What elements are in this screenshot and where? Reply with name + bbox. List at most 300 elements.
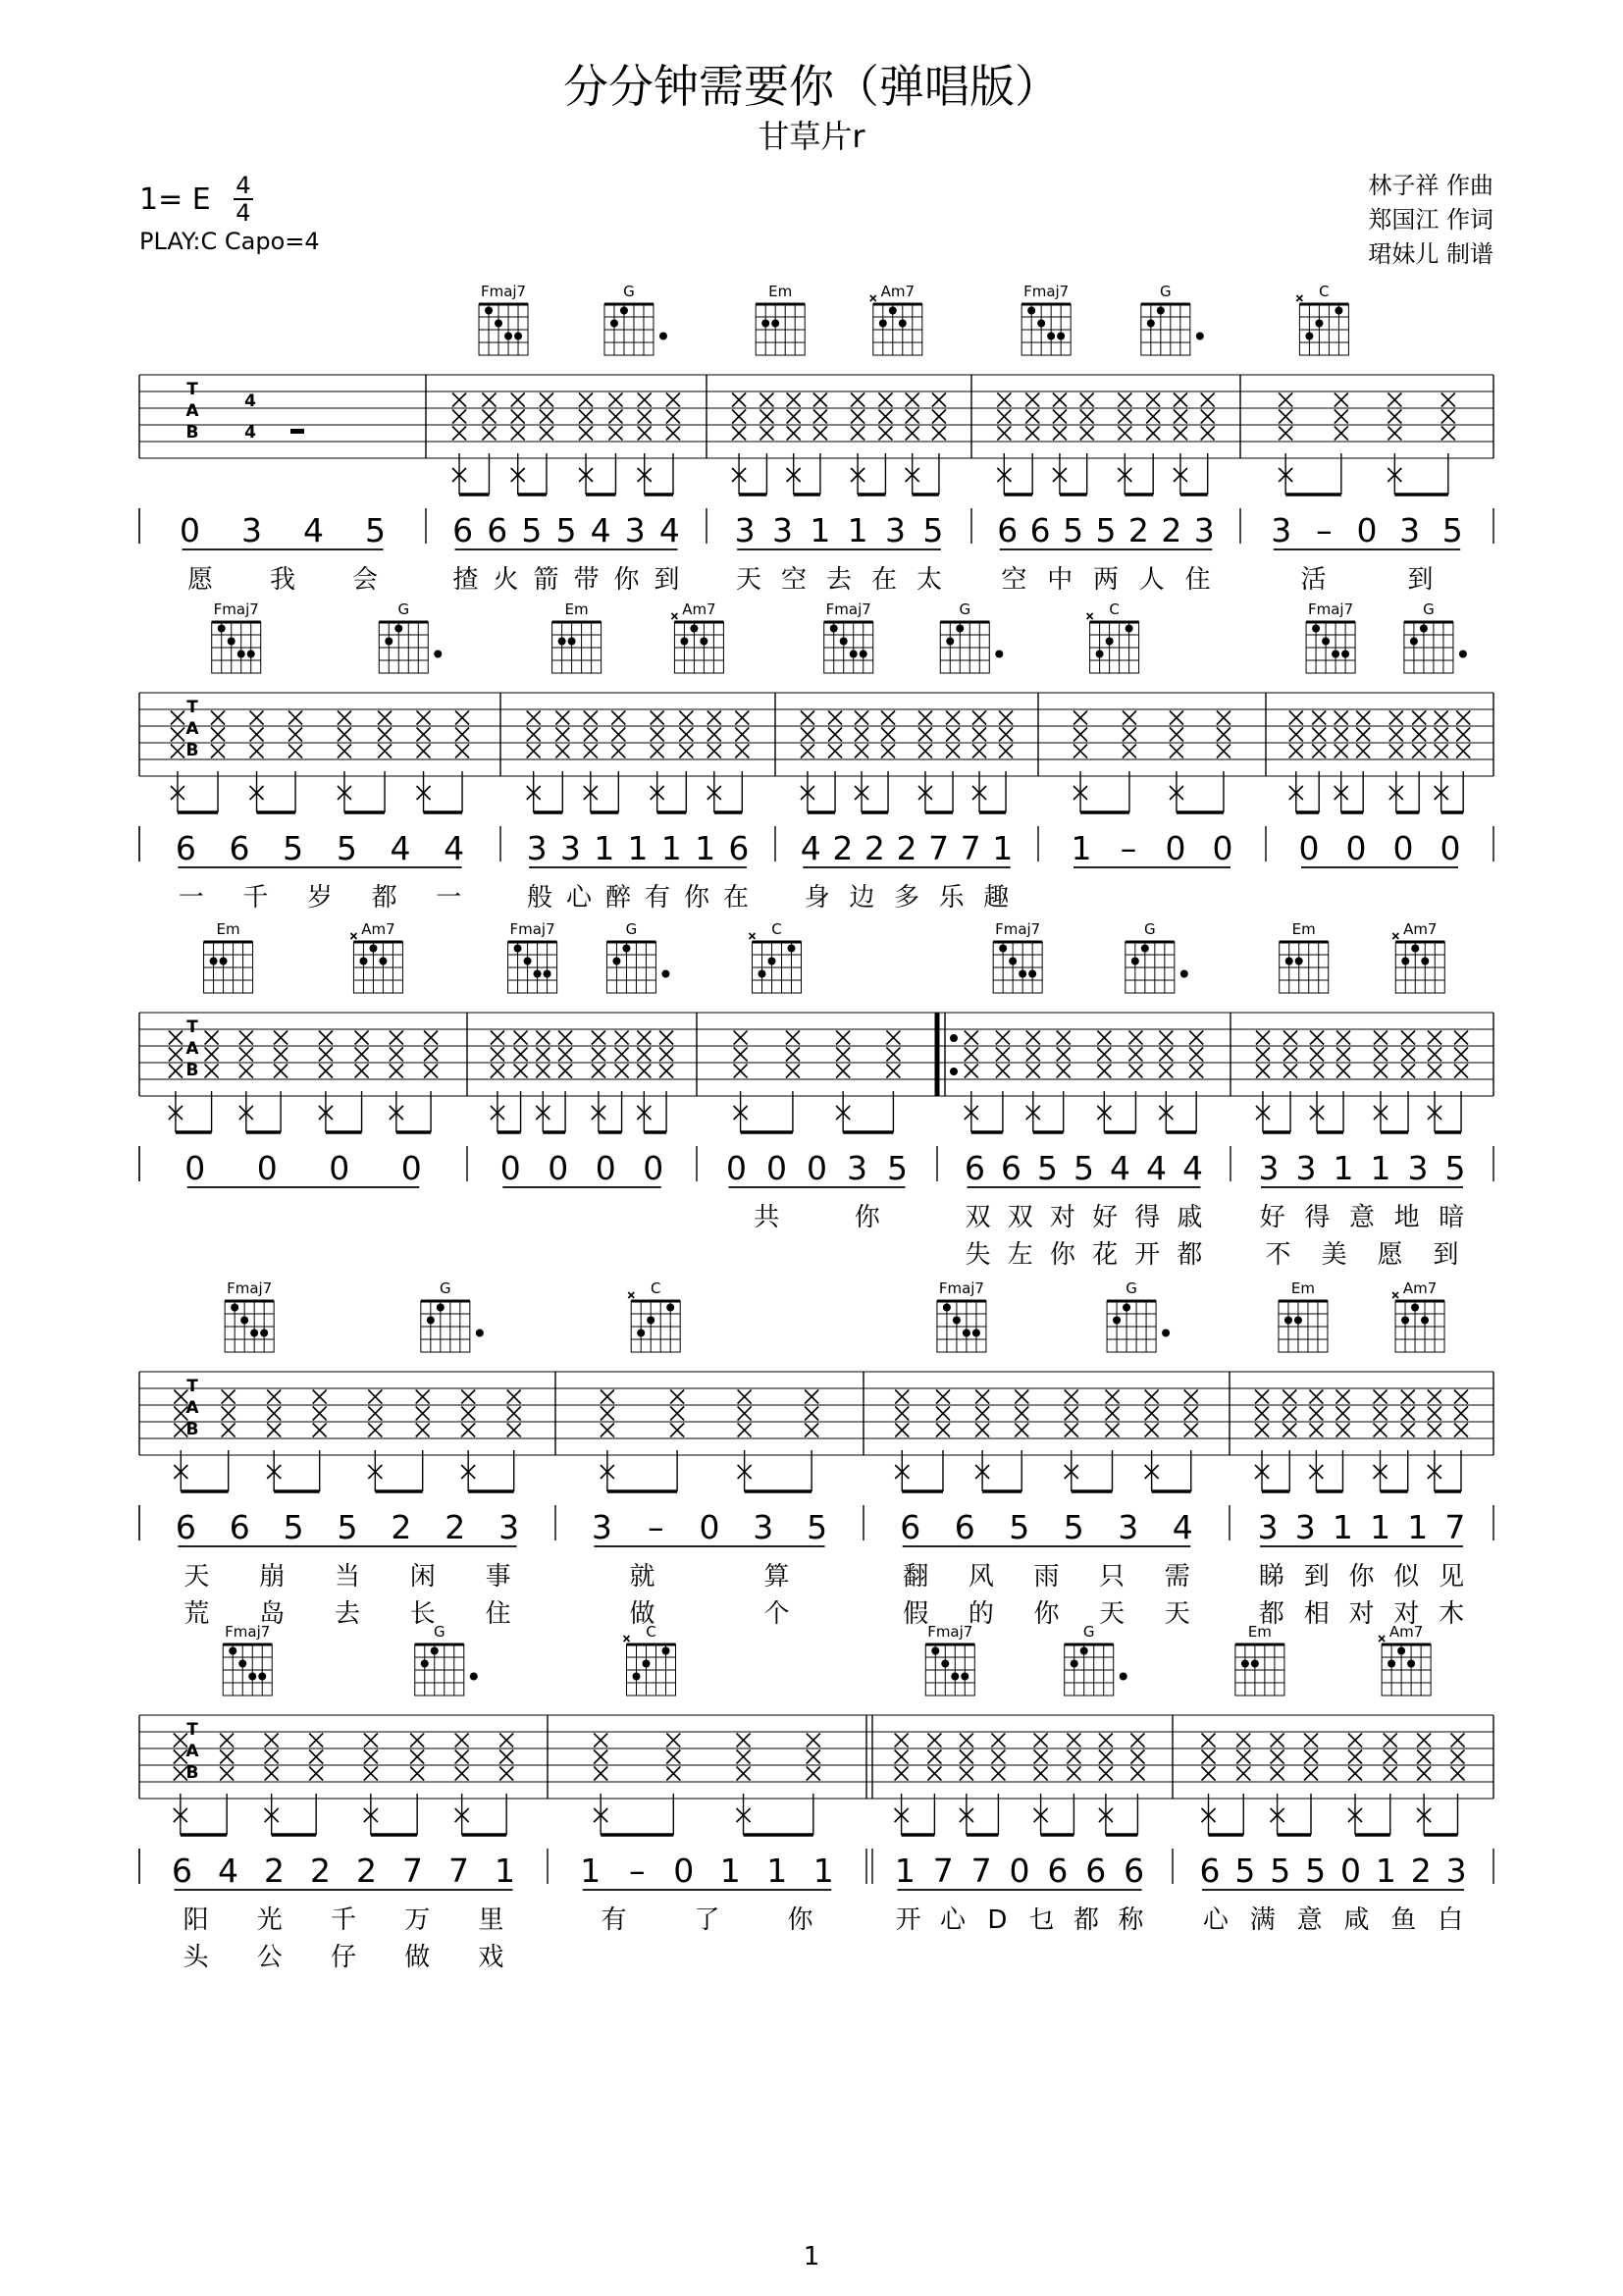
lyric-char-verse2: 长: [409, 1599, 436, 1629]
strum-x: [1159, 1031, 1173, 1045]
strum-x: [855, 711, 868, 725]
strum-x: [786, 1065, 800, 1078]
strum-x: [1441, 393, 1455, 407]
strum-x: [906, 410, 919, 424]
lyric-char: 算: [763, 1562, 790, 1592]
strum-x: [972, 711, 986, 725]
chord-diagram-g: [1107, 1279, 1170, 1352]
strum-x: [1073, 711, 1087, 725]
strum-x: [1170, 728, 1183, 742]
jianpu-note: 3: [1295, 1149, 1317, 1187]
finger-dot: [1123, 1304, 1130, 1312]
strum-x: [1304, 1734, 1318, 1748]
strum-x: [851, 427, 864, 441]
strum-x: [679, 711, 693, 725]
bar-3-3: [726, 920, 908, 1232]
strum-x: [536, 1065, 550, 1078]
strum-x: [886, 1065, 900, 1078]
lyric-char: 见: [1439, 1562, 1465, 1592]
bar-5-1: [172, 1623, 515, 1972]
strum-x: [1099, 1750, 1113, 1764]
jianpu-note: 0: [673, 1852, 695, 1890]
strum-x: [1374, 1065, 1387, 1078]
jianpu-note: 3: [1407, 1149, 1429, 1187]
jianpu-note: 3: [885, 511, 906, 549]
strum-x: [1073, 728, 1087, 742]
tab-clef-letter: A: [185, 1398, 199, 1418]
strum-x: [836, 1048, 850, 1062]
strum-x: [666, 427, 680, 441]
strum-x: [1184, 1407, 1198, 1421]
muted-string: [350, 933, 356, 939]
strum-x: [171, 711, 184, 725]
strum-x: [514, 1048, 528, 1062]
strum-x: [594, 1767, 607, 1781]
strum-x: [1312, 745, 1326, 758]
strum-x: [169, 1065, 183, 1078]
finger-dot: [379, 958, 387, 965]
page-number: 1: [803, 2242, 820, 2271]
lyric-char-verse2: 住: [485, 1599, 511, 1629]
strum-x: [424, 1048, 438, 1062]
lyric-char: 满: [1249, 1905, 1276, 1935]
strum-x: [996, 1031, 1010, 1045]
strum-x: [1335, 1407, 1349, 1421]
strum-x: [975, 1390, 989, 1404]
strum-x: [171, 745, 184, 758]
jianpu-note: 0: [329, 1149, 350, 1187]
jianpu-note: 5: [1305, 1852, 1327, 1890]
chord-name: Fmaj7: [1308, 600, 1354, 618]
chord-diagram-g: [1141, 283, 1204, 355]
jianpu-note: 5: [1441, 511, 1463, 549]
strum-x: [1130, 1767, 1144, 1781]
jianpu-note: 3: [772, 511, 793, 549]
strum-x: [651, 711, 664, 725]
strum-x: [997, 427, 1011, 441]
finger-dot: [210, 958, 218, 965]
strum-x: [1271, 1734, 1284, 1748]
strum-x: [1279, 393, 1292, 407]
strum-x: [611, 745, 625, 758]
finger-dot: [437, 1304, 445, 1312]
strum-x: [1336, 1065, 1350, 1078]
strum-x: [1146, 393, 1160, 407]
jianpu-note: 6: [728, 829, 750, 867]
strum-x: [1255, 1424, 1269, 1437]
jianpu-note: 6: [487, 511, 508, 549]
strum-x: [1073, 745, 1087, 758]
strum-x: [851, 410, 864, 424]
finger-dot: [1332, 651, 1339, 658]
lyric-char-verse2: 仔: [330, 1943, 357, 1972]
tab-clef-letter: A: [185, 1039, 199, 1059]
jianpu-note: 6: [229, 829, 250, 867]
lyric-char-verse2: 假: [903, 1599, 929, 1629]
strum-x: [1387, 410, 1401, 424]
finger-dot: [1180, 970, 1188, 978]
chord-diagram-g: [1404, 600, 1467, 673]
strum-x: [499, 1750, 513, 1764]
strum-x: [390, 1031, 403, 1045]
strum-x: [1170, 711, 1183, 725]
strum-x: [511, 393, 525, 407]
strum-x: [659, 1031, 673, 1045]
strum-x: [1184, 1390, 1198, 1404]
strum-x: [991, 1734, 1005, 1748]
bar-4-2: [592, 1279, 827, 1629]
strum-x: [368, 1390, 382, 1404]
strum-x: [932, 410, 946, 424]
strum-x: [1310, 1048, 1324, 1062]
strum-x: [507, 1424, 521, 1437]
strum-x: [707, 711, 721, 725]
strum-x: [946, 745, 960, 758]
finger-dot: [1401, 1317, 1409, 1325]
lyric-char: 岁: [306, 883, 334, 913]
strum-x: [410, 1750, 424, 1764]
strum-x: [828, 745, 842, 758]
jianpu-note: 2: [264, 1852, 285, 1890]
finger-dot: [643, 1660, 651, 1668]
strum-x: [787, 410, 801, 424]
finger-dot: [394, 625, 402, 633]
strum-x: [1356, 745, 1370, 758]
strum-x: [1034, 1767, 1048, 1781]
finger-dot: [1410, 638, 1418, 646]
jianpu-note: 0: [595, 1149, 616, 1187]
strum-x: [1145, 1390, 1159, 1404]
jianpu-note: 4: [1146, 1149, 1167, 1187]
strum-x: [787, 393, 801, 407]
finger-dot: [759, 970, 766, 978]
lyric-char: 在: [722, 883, 750, 913]
finger-dot: [558, 638, 566, 646]
strum-x: [1283, 1407, 1296, 1421]
strum-x: [637, 1065, 651, 1078]
strum-x: [1428, 1031, 1441, 1045]
time-sig-bottom: 4: [236, 199, 251, 227]
finger-dot: [1141, 945, 1149, 953]
lyric-char: 咸: [1343, 1905, 1370, 1935]
lyric-char: 光: [256, 1905, 283, 1935]
strum-x: [927, 1767, 941, 1781]
strum-x: [1428, 1048, 1441, 1062]
chord-name: C: [646, 1623, 656, 1641]
repeat-dot: [950, 1068, 958, 1075]
strum-x: [608, 393, 622, 407]
strum-x: [250, 728, 264, 742]
finger-dot: [931, 1647, 939, 1655]
strum-x: [1015, 1390, 1028, 1404]
strum-x: [1256, 1065, 1270, 1078]
strum-x: [851, 393, 864, 407]
jianpu-note: 3: [1258, 1149, 1280, 1187]
finger-dot: [1196, 333, 1204, 340]
finger-dot: [240, 1317, 248, 1325]
jianpu-note: 5: [1073, 1149, 1094, 1187]
repeat-dot: [950, 1034, 958, 1042]
strum-x: [424, 1065, 438, 1078]
strum-x: [1025, 393, 1039, 407]
strum-x: [886, 1048, 900, 1062]
strum-x: [1335, 711, 1348, 725]
strum-x: [918, 728, 932, 742]
lyric-char-verse2: 木: [1439, 1599, 1465, 1629]
strum-x: [1309, 1390, 1323, 1404]
strum-x: [1335, 410, 1348, 424]
strum-x: [1348, 1767, 1362, 1781]
strum-x: [1123, 711, 1136, 725]
jianpu-note: 1: [719, 1852, 741, 1890]
strum-x: [222, 1424, 236, 1437]
strum-x: [737, 1734, 751, 1748]
lyric-char: 暗: [1439, 1203, 1465, 1232]
jianpu-note: 5: [922, 511, 944, 549]
jianpu-note: –: [629, 1852, 646, 1890]
strum-x: [417, 745, 431, 758]
lyric-char: 开: [895, 1905, 921, 1935]
strum-x: [1335, 1424, 1349, 1437]
lyric-char-verse2: 的: [968, 1599, 994, 1629]
strum-x: [558, 1065, 572, 1078]
jianpu-note: 1: [495, 1852, 515, 1890]
strum-x: [1384, 1750, 1397, 1764]
strum-x: [1105, 1390, 1119, 1404]
finger-dot: [1322, 638, 1330, 646]
strum-x: [1189, 1031, 1203, 1045]
strum-x: [579, 427, 593, 441]
strum-x: [637, 1031, 651, 1045]
strum-x: [1289, 745, 1303, 758]
strum-x: [881, 728, 895, 742]
strum-x: [368, 1407, 382, 1421]
strum-x: [1099, 1767, 1113, 1781]
finger-dot: [1251, 1660, 1259, 1668]
strum-x: [1336, 1031, 1350, 1045]
strum-x: [735, 745, 749, 758]
strum-x: [455, 1734, 469, 1748]
finger-dot: [1157, 307, 1165, 315]
jianpu-note: 5: [365, 511, 386, 549]
strum-x: [936, 1407, 950, 1421]
jianpu-note: 6: [1047, 1852, 1069, 1890]
jianpu-note: 4: [1182, 1149, 1203, 1187]
strum-x: [1401, 1048, 1415, 1062]
bar-1-1: [180, 511, 386, 595]
strum-x: [1312, 711, 1326, 725]
first-time-sig-top: 4: [244, 391, 256, 411]
strum-x: [1097, 1065, 1111, 1078]
strum-x: [222, 1390, 236, 1404]
strum-x: [1145, 1407, 1159, 1421]
jianpu-note: 3: [526, 829, 548, 867]
jianpu-note: 0: [256, 1149, 278, 1187]
strum-x: [965, 1031, 978, 1045]
jianpu-note: 0: [499, 1149, 521, 1187]
strum-x: [1271, 1767, 1284, 1781]
jianpu-note: 6: [1001, 1149, 1021, 1187]
chord-diagram-c: [1296, 283, 1348, 355]
strum-x: [999, 728, 1013, 742]
jianpu-note: 1: [695, 829, 716, 867]
muted-string: [1392, 933, 1398, 939]
bar-2-2: [527, 600, 750, 913]
strum-x: [169, 1048, 183, 1062]
play-capo-info: PLAY:C Capo=4: [139, 228, 320, 255]
lyric-char: 到: [1407, 565, 1434, 595]
finger-dot: [1047, 333, 1055, 340]
bar-1-3: [732, 283, 946, 595]
lyric-char: 人: [1138, 565, 1165, 595]
lyric-char-verse2: 失: [965, 1240, 991, 1270]
chord-diagram-g: [1065, 1623, 1127, 1696]
chord-name: Am7: [361, 920, 395, 938]
strum-x: [1202, 1750, 1216, 1764]
strum-x: [1025, 410, 1039, 424]
strum-x: [828, 711, 842, 725]
strum-x: [1201, 410, 1215, 424]
jianpu-note: 5: [1270, 1852, 1291, 1890]
finger-dot: [476, 1330, 484, 1337]
strum-x: [1067, 1767, 1080, 1781]
strum-x: [536, 1048, 550, 1062]
strum-x: [267, 1390, 281, 1404]
strum-x: [1189, 1065, 1203, 1078]
lyric-char: 乜: [1028, 1905, 1055, 1935]
lyric-char: 到: [654, 565, 680, 595]
strum-x: [1057, 1031, 1071, 1045]
jianpu-note: 6: [229, 1508, 250, 1546]
finger-dot: [946, 638, 954, 646]
lyric-char: 心: [565, 883, 593, 913]
chord-diagram-fmaj7: [212, 600, 261, 673]
chord-diagram-em: [552, 600, 602, 673]
strum-x: [452, 393, 466, 407]
strum-x: [670, 1424, 684, 1437]
lyric-char-verse2: 你: [1049, 1240, 1075, 1270]
strum-x: [659, 1065, 673, 1078]
strum-x: [491, 1065, 504, 1078]
strum-x: [895, 1407, 909, 1421]
strum-x: [813, 393, 827, 407]
strum-x: [499, 1734, 513, 1748]
muted-string: [1392, 1292, 1398, 1298]
lyric-char: 好: [1092, 1203, 1119, 1232]
strum-x: [1309, 1424, 1323, 1437]
lyric-char: 里: [478, 1905, 504, 1935]
lyric-char-verse2: 去: [334, 1599, 361, 1629]
strum-x: [527, 745, 541, 758]
strum-x: [965, 1048, 978, 1062]
jianpu-note: 5: [521, 511, 543, 549]
strum-x: [918, 745, 932, 758]
strum-x: [1283, 1065, 1297, 1078]
finger-dot: [524, 958, 532, 965]
strum-x: [666, 410, 680, 424]
strum-x: [734, 1065, 748, 1078]
strum-x: [482, 393, 496, 407]
finger-dot: [680, 638, 688, 646]
strum-x: [265, 1750, 279, 1764]
jianpu-note: –: [1316, 511, 1333, 549]
strum-x: [732, 410, 746, 424]
strum-x: [378, 728, 392, 742]
finger-dot: [622, 945, 630, 953]
chord-name: Am7: [880, 283, 916, 300]
jianpu-note: 6: [452, 511, 474, 549]
strum-x: [1174, 427, 1187, 441]
jianpu-note: 1: [627, 829, 649, 867]
bar-2-1: [171, 600, 469, 913]
strum-x: [288, 745, 302, 758]
strum-x: [759, 427, 773, 441]
strum-x: [1015, 1407, 1028, 1421]
strum-x: [1236, 1767, 1250, 1781]
jianpu-note: 1: [594, 829, 615, 867]
chord-name: G: [1160, 283, 1172, 300]
strum-x: [737, 1767, 751, 1781]
strum-x: [455, 1767, 469, 1781]
jianpu-note: 3: [559, 829, 581, 867]
strum-x: [309, 1734, 323, 1748]
strum-x: [1053, 427, 1067, 441]
chord-diagram-g: [604, 283, 667, 355]
muted-string: [628, 1292, 634, 1298]
lyric-char: 揸: [452, 565, 479, 595]
strum-x: [416, 1424, 430, 1437]
jianpu-note: 0: [1298, 829, 1320, 867]
jianpu-note: 1: [1370, 1149, 1391, 1187]
lyric-char: 只: [1099, 1562, 1126, 1592]
strum-x: [390, 1048, 403, 1062]
lyric-char: 会: [351, 565, 379, 595]
tab-clef-letter: A: [185, 401, 199, 421]
strum-x: [787, 427, 801, 441]
jianpu-note: 2: [864, 829, 885, 867]
lyric-char: 你: [683, 883, 710, 913]
strum-x: [1389, 711, 1403, 725]
finger-dot: [963, 1330, 970, 1337]
strum-x: [338, 745, 351, 758]
finger-dot: [1131, 958, 1139, 965]
finger-dot: [434, 651, 442, 658]
strum-x: [319, 1048, 333, 1062]
strum-x: [1174, 410, 1187, 424]
finger-dot: [943, 1304, 951, 1312]
strum-x: [1374, 1407, 1387, 1421]
strum-x: [1271, 1750, 1284, 1764]
strum-x: [1189, 1048, 1203, 1062]
finger-dot: [899, 320, 907, 328]
lyric-char-verse2: 对: [1348, 1599, 1375, 1629]
strum-x: [250, 745, 264, 758]
finger-dot: [1411, 945, 1419, 953]
strum-x: [1065, 1407, 1078, 1421]
strum-x: [1097, 1048, 1111, 1062]
strum-x: [1279, 427, 1292, 441]
jianpu-note: 6: [175, 1508, 196, 1546]
strum-x: [555, 711, 569, 725]
jianpu-note: 4: [1172, 1508, 1193, 1546]
jianpu-note: 0: [766, 1149, 787, 1187]
chord-name: C: [771, 920, 782, 938]
strum-x: [579, 393, 593, 407]
lyric-char: 共: [754, 1203, 780, 1232]
jianpu-note: 1: [1333, 1149, 1354, 1187]
jianpu-note: 2: [391, 1508, 412, 1546]
strum-x: [734, 1048, 748, 1062]
